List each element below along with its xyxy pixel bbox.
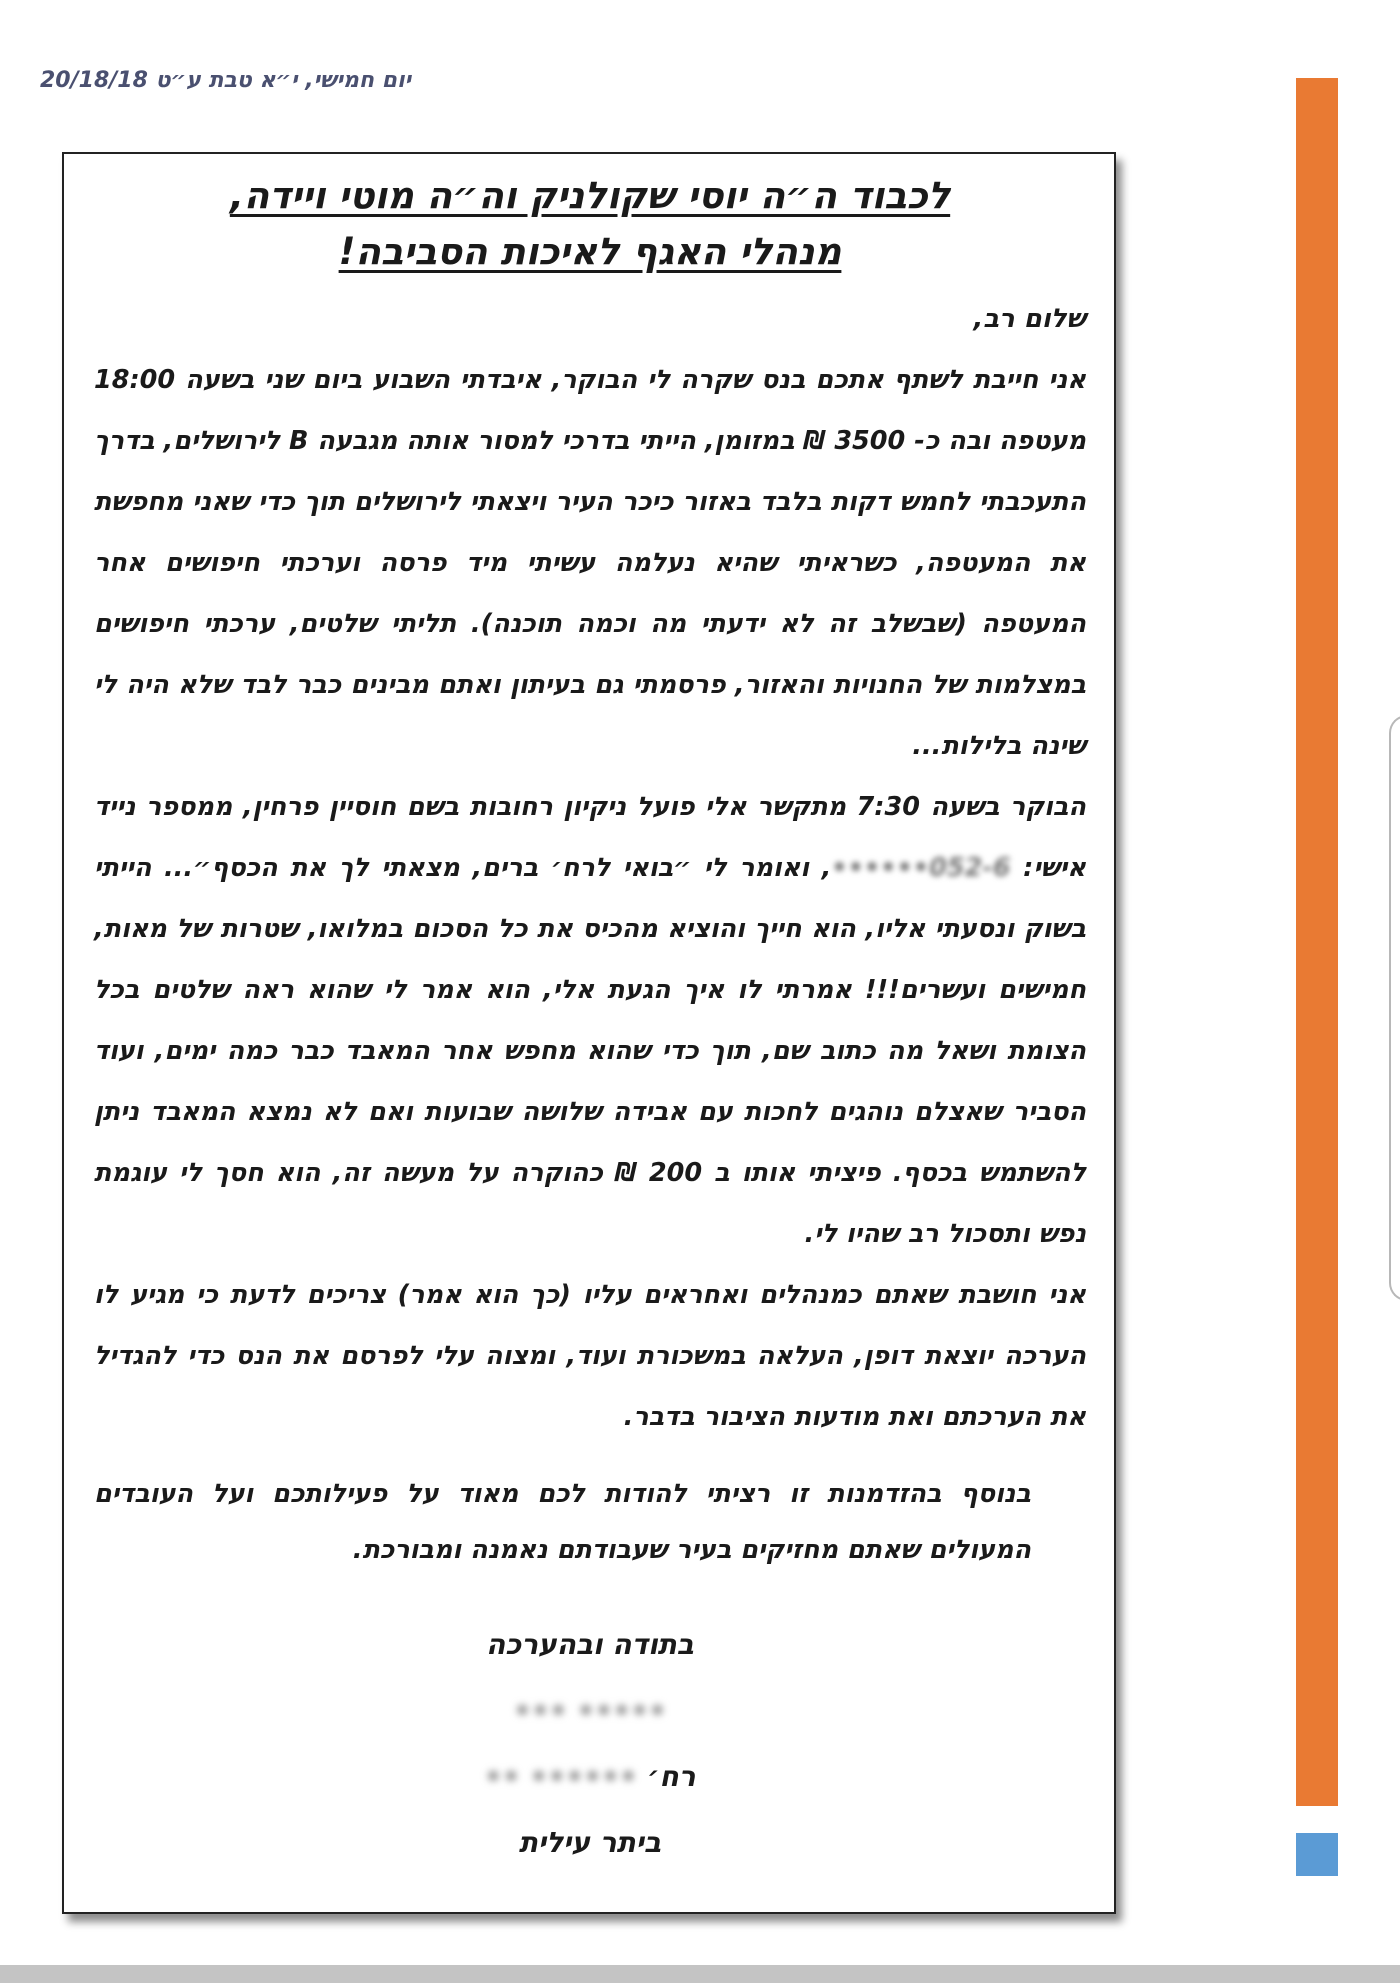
paragraph-2-start: הבוקר בשעה 7:30 מתקשר אלי פועל ניקיון רחובות בשם חוסיין פרחין, ממספר נייד אישי: [94,792,1087,883]
paragraph-3: אני חושבת שאתם כמנהלים ואחראים עליו (כך הוא אמר) צריכים לדעת כי מגיע לו הערכה יוצאת דופן, העלאה במשכורת ועוד, ומצוה עלי לפרסם את הנס כדי להגדיל את הערכתם ואת מודעות הציבור בדבר. [94,1280,1086,1432]
closing-line: בתודה ובהערכה [486,1628,694,1661]
greeting: שלום רב, [973,304,1086,334]
street-prefix: רח׳ [647,1760,696,1793]
letter-frame [62,152,1116,1914]
side-panel-handle[interactable] [1389,715,1400,1301]
blue-accent-square [1296,1833,1338,1876]
paragraph-4: בנוסף בהזדמנות זו רציתי להודות לכם מאוד על פעילותכם ועל העובדים המעולים שאתם מחזיקים בעיר שעבודתם נאמנה ומבורכת. [94,1479,1031,1565]
city-line: ביתר עילית [518,1826,662,1859]
date-line: יום חמישי, י״א טבת ע״ט 20/18/18 [40,68,412,93]
redacted-street: •••••• •• [484,1760,638,1793]
redacted-phone-number: 052-6•••••• [831,853,1011,883]
title-line-1: לכבוד ה״ה יוסי שקולניק וה״ה מוטי ויידה, [229,174,951,217]
orange-accent-bar [1296,78,1338,1806]
redacted-signer-name: ••••• ••• [513,1694,667,1727]
paragraph-2 [94,777,1086,1265]
paragraph-1: אני חייבת לשתף אתכם בנס שקרה לי הבוקר, איבדתי השבוע ביום שני בשעה 18:00 מעטפה ובה כ- 3500 ₪ במזומן, הייתי בדרכי למסור אותה מגבעה B לירושלים, בדרך התעכבתי לחמש דקות בלבד באזור כיכר העיר ויצאתי לירושלים תוך כדי שאני מחפשת את המעטפה, כשראיתי שהיא נעלמה עשיתי מיד פרסה וערכתי חיפושים אחר המעטפה (שבשלב זה לא ידעתי מה וכמה תוכנה). תליתי שלטים, ערכתי חיפושים במצלמות של החנויות והאזור, פרסמתי גם בעיתון ואתם מבינים כבר לבד שלא היה לי שינה בלילות... [94,365,1086,761]
paragraph-2-rest: , ואומר לי ״בואי לרח׳ ברים, מצאתי לך את הכסף״... הייתי בשוק ונסעתי אליו, הוא חייך והוציא מהכיס את כל הסכום במלואו, שטרות של מאות, חמישים ועשרים!!! אמרתי לו איך הגעת אלי, הוא אמר לי שהוא ראה שלטים בכל הצומת ושאל מה כתוב שם, תוך כדי שהוא מחפש אחר המאבד כבר כמה ימים, ועוד הסביר שאצלם נוהגים לחכות עם אבידה שלושה שבועות ואם לא נמצא המאבד ניתן להשתמש בכסף. פיציתי אותו ב 200 ₪ כהוקרה על מעשה זה, הוא חסך לי עוגמת נפש ותסכול רב שהיו לי. [94,853,1086,1249]
signer-name-row [94,1678,1086,1744]
signoff [94,1612,1086,1876]
bottom-strip [0,1965,1400,1983]
title-line-2: מנהלי האגף לאיכות הסביבה! [338,230,842,273]
letter-title [94,168,1086,280]
address-row [94,1744,1086,1810]
letter-body [94,168,1086,1876]
